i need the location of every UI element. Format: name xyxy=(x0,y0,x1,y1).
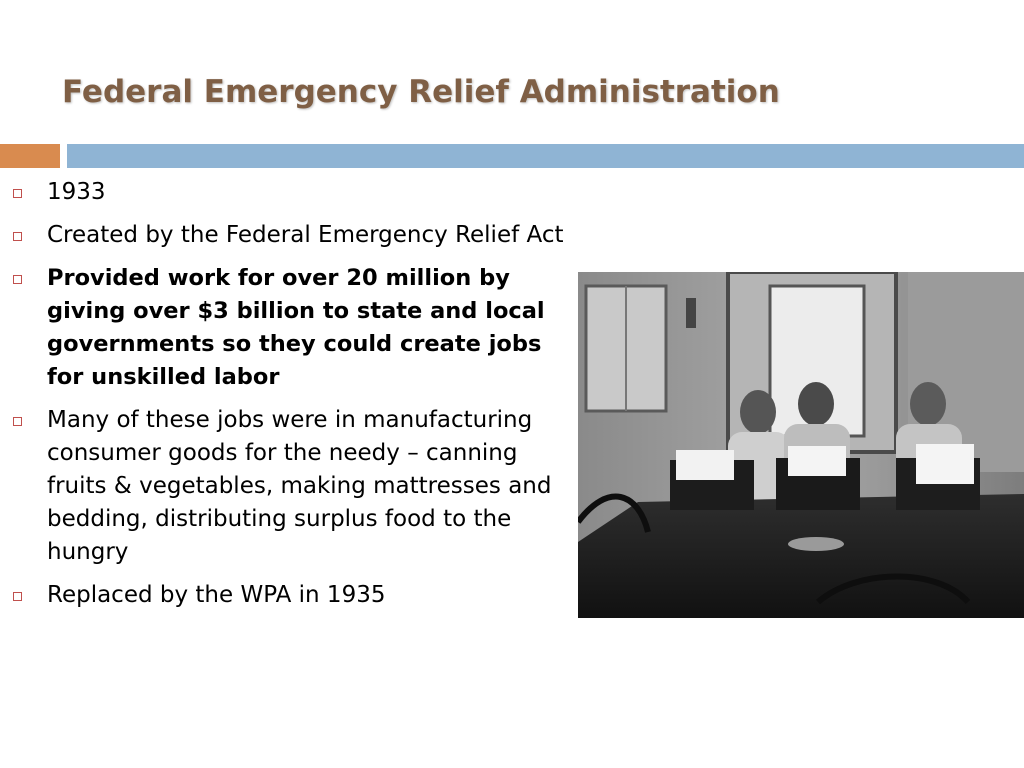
bullet-text: 1933 xyxy=(47,179,106,205)
bullet-text: Replaced by the WPA in 1935 xyxy=(47,582,386,608)
bullet-text: Provided work for over 20 million by giving over $3 billion to state and local governments so they could create jobs for unskilled labor xyxy=(47,265,545,390)
historical-photo xyxy=(578,272,1024,618)
paper-right xyxy=(916,444,974,484)
square-bullet-icon xyxy=(13,592,22,601)
ashtray-shape xyxy=(788,537,844,551)
bullet-list xyxy=(12,176,572,622)
photo-illustration xyxy=(578,272,1024,618)
square-bullet-icon xyxy=(13,189,22,198)
bullet-item xyxy=(12,404,572,569)
slide-title: Federal Emergency Relief Administration xyxy=(62,74,780,110)
bullet-item xyxy=(12,262,572,394)
woman-center-head xyxy=(798,382,834,426)
accent-bar-orange xyxy=(0,144,60,168)
woman-right-head xyxy=(910,382,946,426)
square-bullet-icon xyxy=(13,417,22,426)
woman-left-head xyxy=(740,390,776,434)
accent-bar-blue xyxy=(67,144,1024,168)
bullet-item xyxy=(12,219,572,252)
bullet-item xyxy=(12,579,572,612)
square-bullet-icon xyxy=(13,232,22,241)
paper-left xyxy=(676,450,734,480)
square-bullet-icon xyxy=(13,275,22,284)
paper-center xyxy=(788,446,846,476)
lamp-shape xyxy=(686,298,696,328)
bullet-item xyxy=(12,176,572,209)
bullet-text: Created by the Federal Emergency Relief Act xyxy=(47,222,564,248)
bullet-text: Many of these jobs were in manufacturing consumer goods for the needy – canning fruits & vegetables, making mattresses and bedding, distributing surplus food to the hungry xyxy=(47,407,552,565)
table-shape xyxy=(578,494,1024,618)
